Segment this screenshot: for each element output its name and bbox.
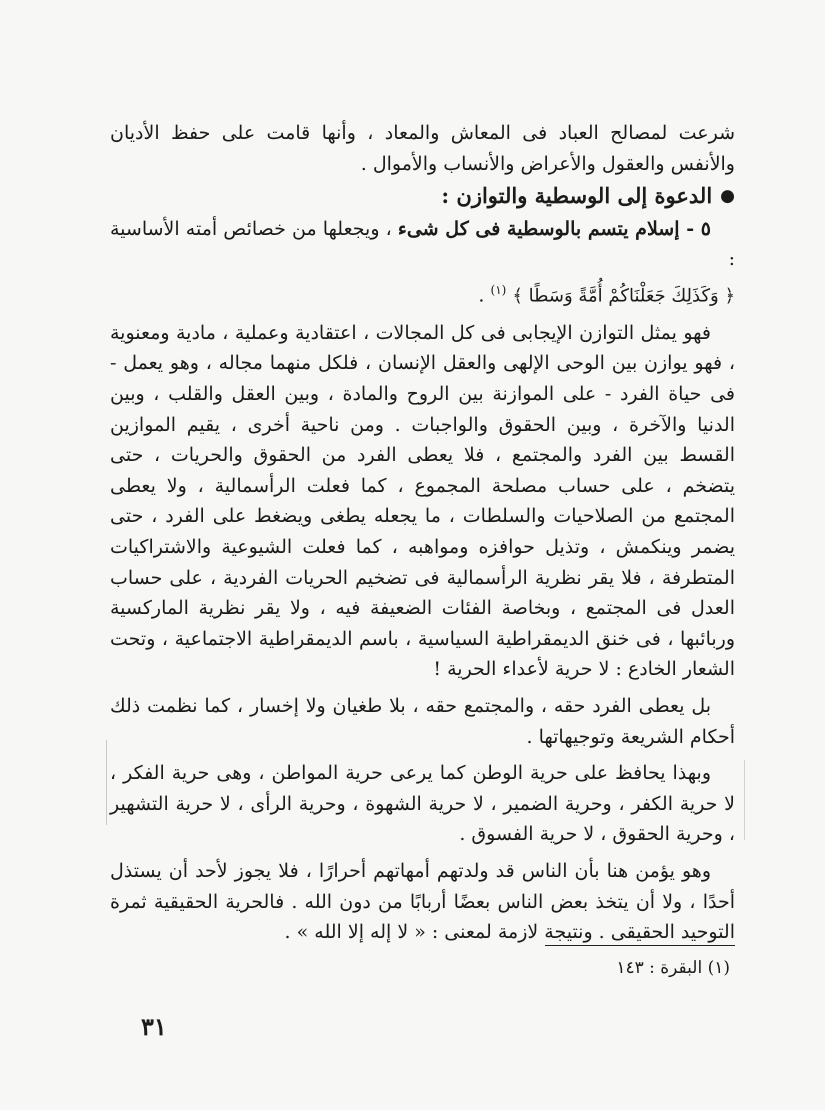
- footnote: (١) البقرة : ١٤٣: [616, 958, 730, 978]
- footnote-divider: [545, 945, 735, 946]
- point-5-paragraph: ٥ - إسلام يتسم بالوسطية فى كل شىء ، ويجعلها من خصائص أمته الأساسية : ﴿ وَكَذَلِكَ جَعَلْنَاكُمْ أُمَّةً وَسَطًا ﴾ $^{(١)}$ .: [110, 217, 735, 307]
- final-paragraph: وهو يؤمن هنا بأن الناس قد ولدتهم أمهاتهم أحرارًا ، فلا يجوز لأحد أن يستذل أحدًا ، ولا أن يتخذ بعض الناس بعضًا أربابًا من دون الله . فالحرية الحقيقية ثمرة التوحيد الحقيقى . ونتيجة لازمة لمعنى : « لا إله إلا الله » .: [110, 859, 735, 944]
- main-paragraph: فهو يمثل التوازن الإيجابى فى كل المجالات ، اعتقادية وعملية ، مادية ومعنوية ، فهو يوازن بين الوحى الإلهى والعقل الإنسان ، فلكل منهما مجاله ، وهو يعمل - فى حياة الفرد - على الموازنة بين الروح والمادة ، وبين العقل والقلب ، وبين الدنيا والآخرة ، وبين الحقوق والواجبات . ومن ناحية أخرى ، يقيم الموازين القسط بين الفرد والمجتمع ، فلا يعطى الفرد من الحقوق والحريات ، حتى يتضخم ، على حساب مصلحة المجموع ، كما فعلت الرأسمالية ، ولا يعطى المجتمع من الصلاحيات والسلطات ، ما يجعله يطغى ويضغط على الفرد ، حتى يضمر وينكمش ، وتذيل حوافزه ومواهبه ، كما فعلت الشيوعية والاشتراكيات المتطرفة ، فلا يقر نظرية الرأسمالية فى تضخيم الحريات الفردية ، على حساب العدل فى المجتمع ، وبخاصة الفئات الضعيفة فيه ، ولا يقر نظرية الماركسية وربائبها ، فى خنق الديمقراطية السياسية ، باسم الديمقراطية الاجتماعية ، وتحت الشعار الخادع : لا حرية لأعداء الحرية !: [110, 321, 735, 681]
- verse-footnote-ref: (١): [490, 282, 507, 297]
- page-number: ٣١: [141, 1012, 167, 1041]
- scan-margin-mark: [106, 740, 107, 825]
- scan-margin-mark: [744, 760, 745, 840]
- quran-verse: ﴿ وَكَذَلِكَ جَعَلْنَاكُمْ أُمَّةً وَسَطًا ﴾: [512, 285, 735, 307]
- balance-paragraph: بل يعطى الفرد حقه ، والمجتمع حقه ، بلا طغيان ولا إخسار ، كما نظمت ذلك أحكام الشريعة وتوجيهاتها .: [110, 695, 735, 748]
- page-body: [110, 118, 735, 948]
- point-5-text: ، ويجعلها من خصائص أمته الأساسية :: [110, 217, 735, 271]
- bullet-icon: ●: [720, 186, 735, 207]
- section-heading-text: الدعوة إلى الوسطية والتوازن :: [441, 183, 713, 209]
- freedom-paragraph: وبهذا يحافظ على حرية الوطن كما يرعى حرية المواطن ، وهى حرية الفكر ، لا حرية الكفر ، وحرية الضمير ، لا حرية الشهوة ، وحرية الرأى ، لا حرية التشهير ، وحرية الحقوق ، لا حرية الفسوق .: [110, 762, 735, 846]
- intro-paragraph: شرعت لمصالح العباد فى المعاش والمعاد ، وأنها قامت على حفظ الأديان والأنفس والعقول والأعراض والأنساب والأموال .: [110, 122, 735, 175]
- section-heading: [110, 181, 735, 212]
- point-5-title: ٥ - إسلام يتسم بالوسطية فى كل شىء: [397, 217, 711, 240]
